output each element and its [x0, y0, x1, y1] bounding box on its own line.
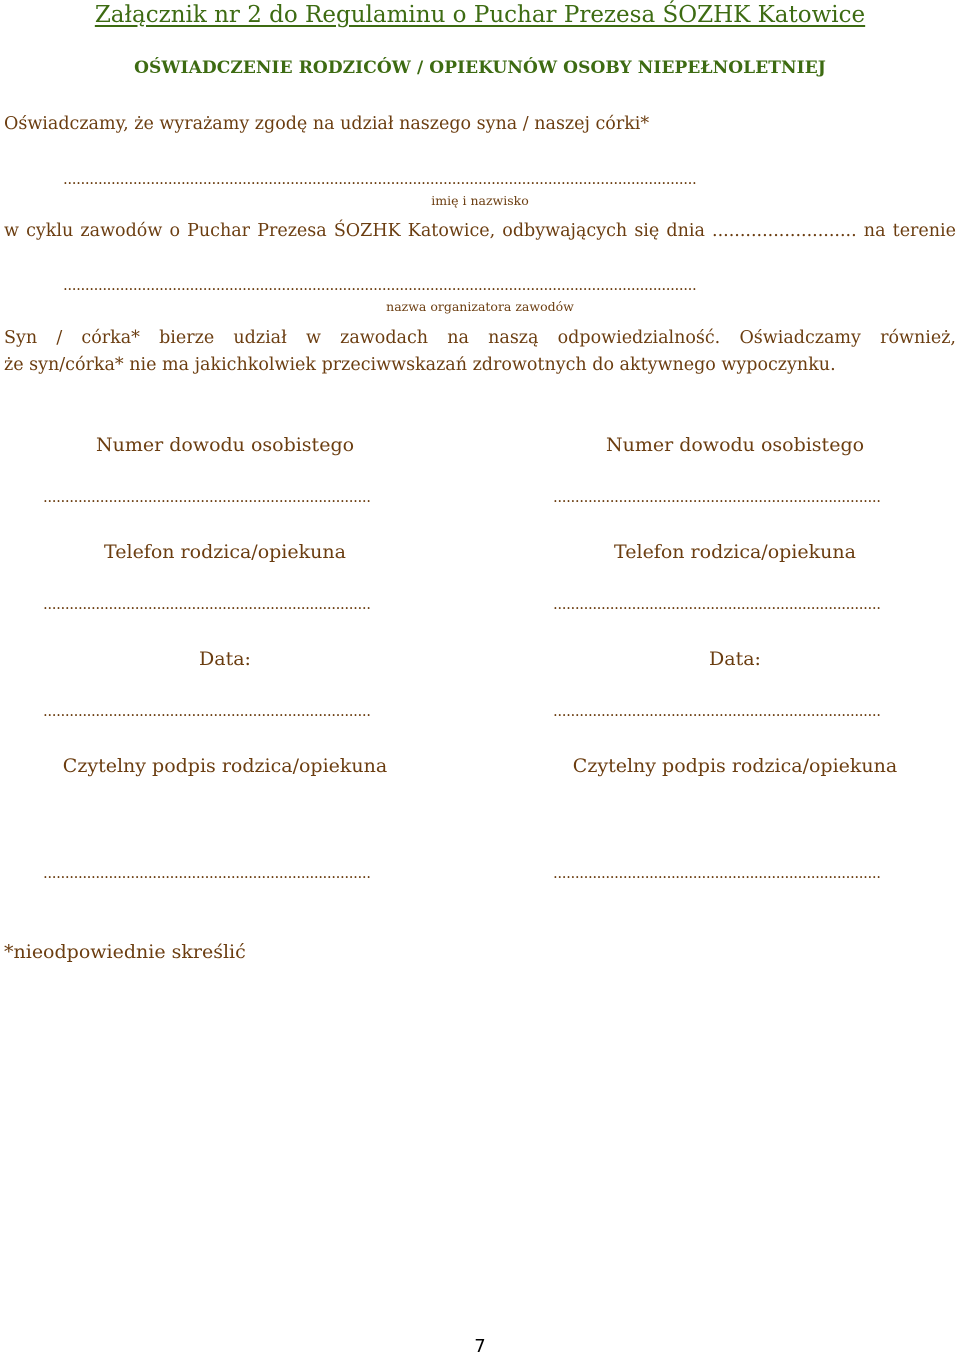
consent-intro: Oświadczamy, że wyrażamy zgodę na udział naszego syna / naszej córki*: [4, 114, 650, 134]
document-title: Załącznik nr 2 do Regulaminu o Puchar Prezesa ŚOZHK Katowice: [94, 2, 866, 28]
child-name-line: .................................................................................................................................................: [63, 170, 697, 188]
responsibility-statement-line-2: że syn/córka* nie ma jakichkolwiek przeciwwskazań zdrowotnych do aktywnego wypoczynku.: [4, 355, 836, 375]
responsibility-statement-line-1: Syn / córka* bierze udział w zawodach na naszą odpowiedzialność. Oświadczamy również,: [4, 328, 956, 348]
right-phone-label: Telefon rodzica/opiekuna: [614, 541, 856, 563]
right-date-line: ...........................................................................: [553, 702, 881, 720]
right-signature-label: Czytelny podpis rodzica/opiekuna: [572, 755, 898, 777]
child-name-caption: imię i nazwisko: [431, 193, 529, 208]
organizer-line: .................................................................................................................................................: [63, 276, 697, 294]
left-signature-line: ...........................................................................: [43, 864, 371, 882]
statement-heading: OŚWIADCZENIE RODZICÓW / OPIEKUNÓW OSOBY NIEPEŁNOLETNIEJ: [134, 58, 826, 78]
left-date-line: ...........................................................................: [43, 702, 371, 720]
right-phone-line: ...........................................................................: [553, 595, 881, 613]
right-date-label: Data:: [709, 648, 761, 670]
right-id-line: ...........................................................................: [553, 488, 881, 506]
footnote: *nieodpowiednie skreślić: [4, 941, 246, 963]
left-signature-label: Czytelny podpis rodzica/opiekuna: [62, 755, 388, 777]
left-phone-label: Telefon rodzica/opiekuna: [104, 541, 346, 563]
left-date-label: Data:: [199, 648, 251, 670]
right-id-label: Numer dowodu osobistego: [605, 434, 865, 456]
right-signature-line: ...........................................................................: [553, 864, 881, 882]
left-id-label: Numer dowodu osobistego: [95, 434, 355, 456]
left-id-line: ...........................................................................: [43, 488, 371, 506]
left-phone-line: ...........................................................................: [43, 595, 371, 613]
competition-cycle-text: w cyklu zawodów o Puchar Prezesa ŚOZHK Katowice, odbywających się dnia .......................... na terenie: [4, 221, 956, 241]
organizer-caption: nazwa organizatora zawodów: [386, 299, 574, 314]
page-number: 7: [474, 1336, 486, 1357]
